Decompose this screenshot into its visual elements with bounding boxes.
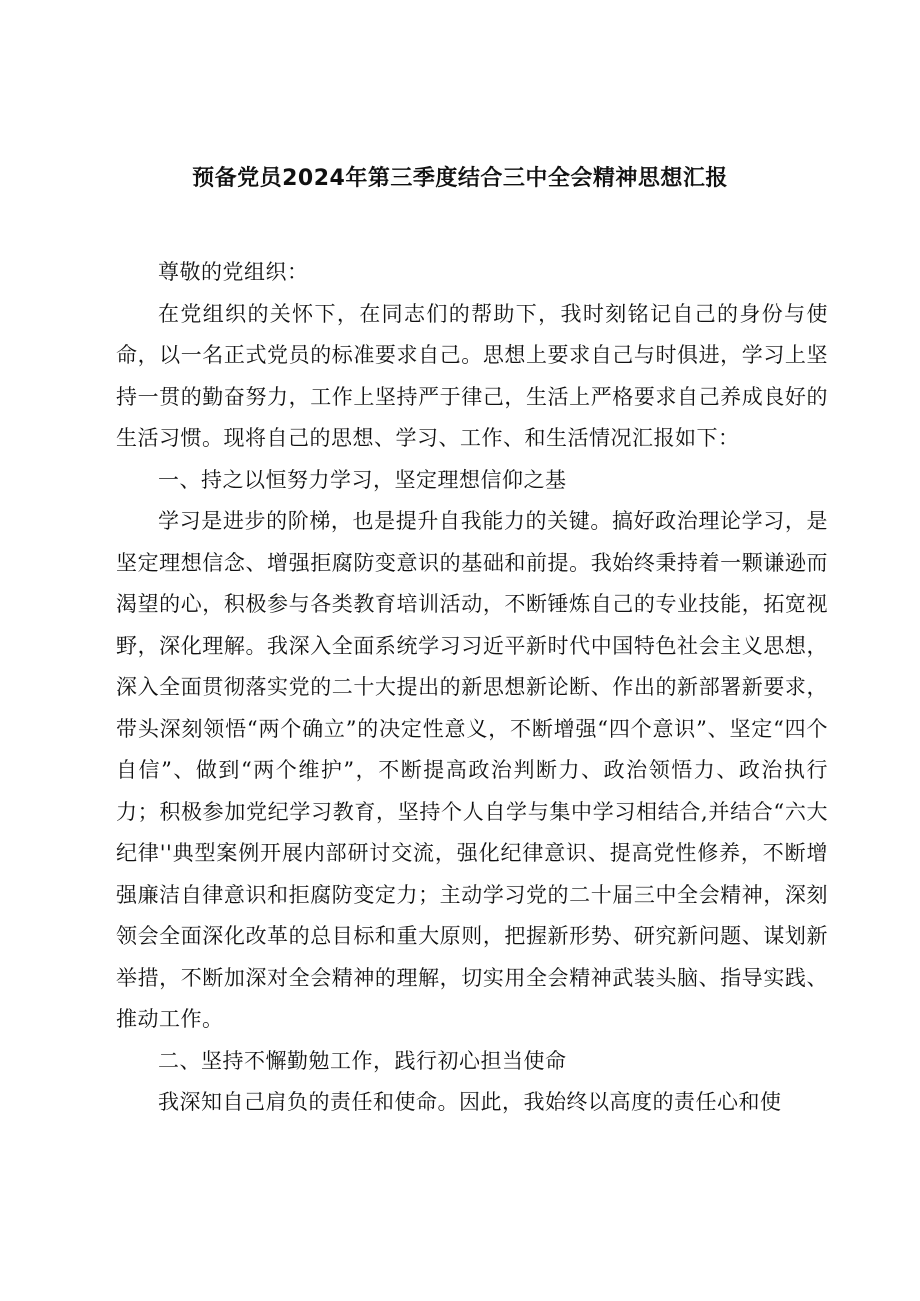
section-heading-1: 一、持之以恒努力学习，坚定理想信仰之基 <box>158 467 567 492</box>
section-paragraph-1: 学习是进步的阶梯，也是提升自我能力的关键。搞好政治理论学习，是坚定理想信念、增强拒腐防变意识的基础和前提。我始终秉持着一颗谦逊而渴望的心，积极参与各类教育培训活动，不断锤炼自己的专业技能，拓宽视野，深化理解。我深入全面系统学习习近平新时代中国特色社会主义思想，深入全面贯彻落实党的二十大提出的新思想新论断、作出的新部署新要求，带头深刻领悟“两个确立”的决定性意义，不断增强“四个意识”、坚定“四个自信”、做到“两个维护”，不断提高政治判断力、政治领悟力、政治执行力；积极参加党纪学习教育，坚持个人自学与集中学习相结合,并结合“六大纪律''典型案例开展内部研讨交流，强化纪律意识、提高党性修养，不断增强廉洁自律意识和拒腐防变定力；主动学习党的二十届三中全会精神，深刻领会全面深化改革的总目标和重大原则，把握新形势、研究新问题、谋划新举措，不断加深对全会精神的理解，切实用全会精神武装头脑、指导实践、推动工作。 <box>116 509 828 1031</box>
intro-paragraph: 在党组织的关怀下，在同志们的帮助下，我时刻铭记自己的身份与使命，以一名正式党员的标准要求自己。思想上要求自己与时俱进，学习上坚持一贯的勤奋努力，工作上坚持严于律己，生活上严格要求自己养成良好的生活习惯。现将自己的思想、学习、工作、和生活情况汇报如下： <box>116 301 828 450</box>
section-paragraph-2: 我深知自己肩负的责任和使命。因此，我始终以高度的责任心和使 <box>158 1090 782 1114</box>
document-body <box>116 252 828 1124</box>
document-title: 预备党员2024年第三季度结合三中全会精神思想汇报 <box>192 166 728 191</box>
section-heading-2: 二、坚持不懈勤勉工作，践行初心担当使命 <box>158 1048 567 1073</box>
salutation: 尊敬的党组织： <box>158 260 309 284</box>
